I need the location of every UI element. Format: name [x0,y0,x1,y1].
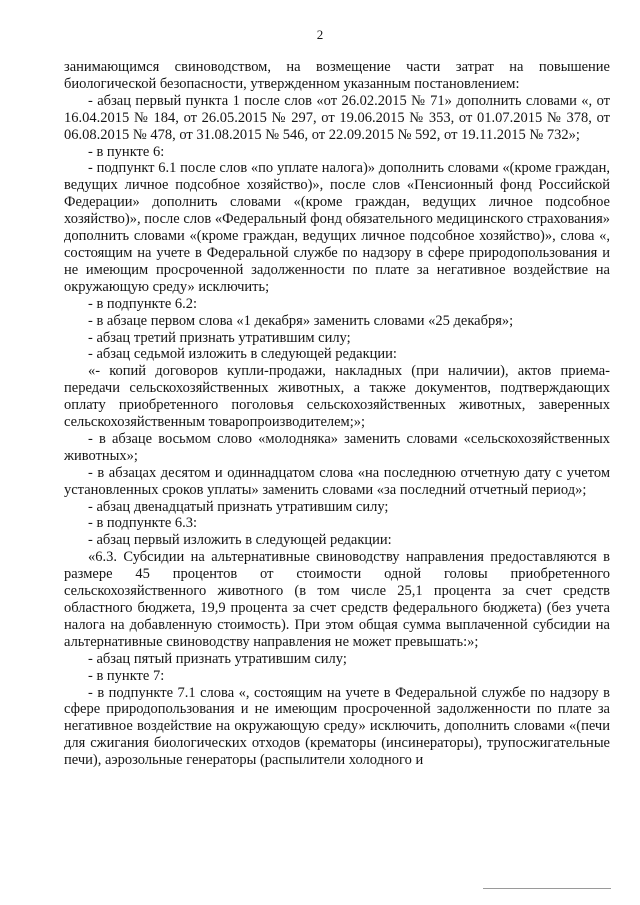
paragraph: - абзац первый пункта 1 после слов «от 26.02.2015 № 71» дополнить словами «, от 16.04.2015 № 184, от 26.05.2015 № 297, от 19.06.2015 № 353, от 01.07.2015 № 378, от 06.08.2015 № 478, от 31.08.2015 № 546, от 22.09.2015 № 592, от 19.11.2015 № 732»; [64,92,610,143]
paragraph: - абзац седьмой изложить в следующей редакции: [88,346,397,363]
paragraph: - абзац двенадцатый признать утратившим силу; [88,498,389,515]
paragraph: - в подпункте 7.1 слова «, состоящим на учете в Федеральной службе по надзору в сфере природопользования и не имеющим просроченной задолженности по плате за негативное воздействие на окружающую среду» исключить, дополнить словами «(печи для сжигания биологических отходов (крематоры (инсинераторы), трупосжигательные печи), аэрозольные генераторы (распылители холодного и [64,684,610,769]
paragraph: - в абзацах десятом и одиннадцатом слова «на последнюю отчетную дату с учетом установленных сроков уплаты» заменить словами «за последний отчетный период»; [64,464,610,498]
paragraph: - абзац третий признать утратившим силу; [88,329,351,346]
paragraph: - в пункте 7: [88,667,165,684]
paragraph: - в пункте 6: [88,143,165,160]
paragraph: «- копий договоров купли-продажи, накладных (при наличии), актов приема-передачи сельскохозяйственных животных, а также документов, подтверждающих оплату приобретенного поголовья сельскохозяйственных животных, заверенных сельскохозяйственным товаропроизводителем;»; [64,363,610,431]
paragraph: - в абзаце восьмом слово «молодняка» заменить словами «сельскохозяйственных животных»; [64,430,610,464]
document-body [64,59,610,769]
paragraph: - в подпункте 6.3: [88,515,198,532]
paragraph: занимающимся свиноводством, на возмещение части затрат на повышение биологической безопасности, утвержденном указанным постановлением: [64,59,610,92]
paragraph: - в подпункте 6.2: [88,295,198,312]
paragraph: - абзац первый изложить в следующей редакции: [88,532,392,549]
paragraph: - абзац пятый признать утратившим силу; [88,650,347,667]
page-number: 2 [316,27,324,42]
footer-rule [483,888,611,889]
paragraph: - подпункт 6.1 после слов «по уплате налога)» дополнить словами «(кроме граждан, ведущих личное подсобное хозяйство)», после слов «Пенсионный фонд Российской Федерации» дополнить словами «(кроме граждан, ведущих личное подсобное хозяйство)», после слов «Федеральный фонд обязательного медицинского страхования» дополнить словами «(кроме граждан, ведущих личное подсобное хозяйство)», слова «, состоящим на учете в Федеральной службе по надзору в сфере природопользования и не имеющим просроченной задолженности по плате за негативное воздействие на окружающую среду» исключить; [64,160,610,295]
paragraph: - в абзаце первом слова «1 декабря» заменить словами «25 декабря»; [88,312,514,329]
paragraph: «6.3. Субсидии на альтернативные свиноводству направления предоставляются в размере 45 процентов от стоимости одной головы приобретенного сельскохозяйственного животного (в том числе 25,1 процента за счет средств областного бюджета, 19,9 процента за счет средств федерального бюджета) (без учета налога на добавленную стоимость). При этом общая сумма выплаченной субсидии на альтернативные свиноводству направления не может превышать:»; [64,549,610,650]
